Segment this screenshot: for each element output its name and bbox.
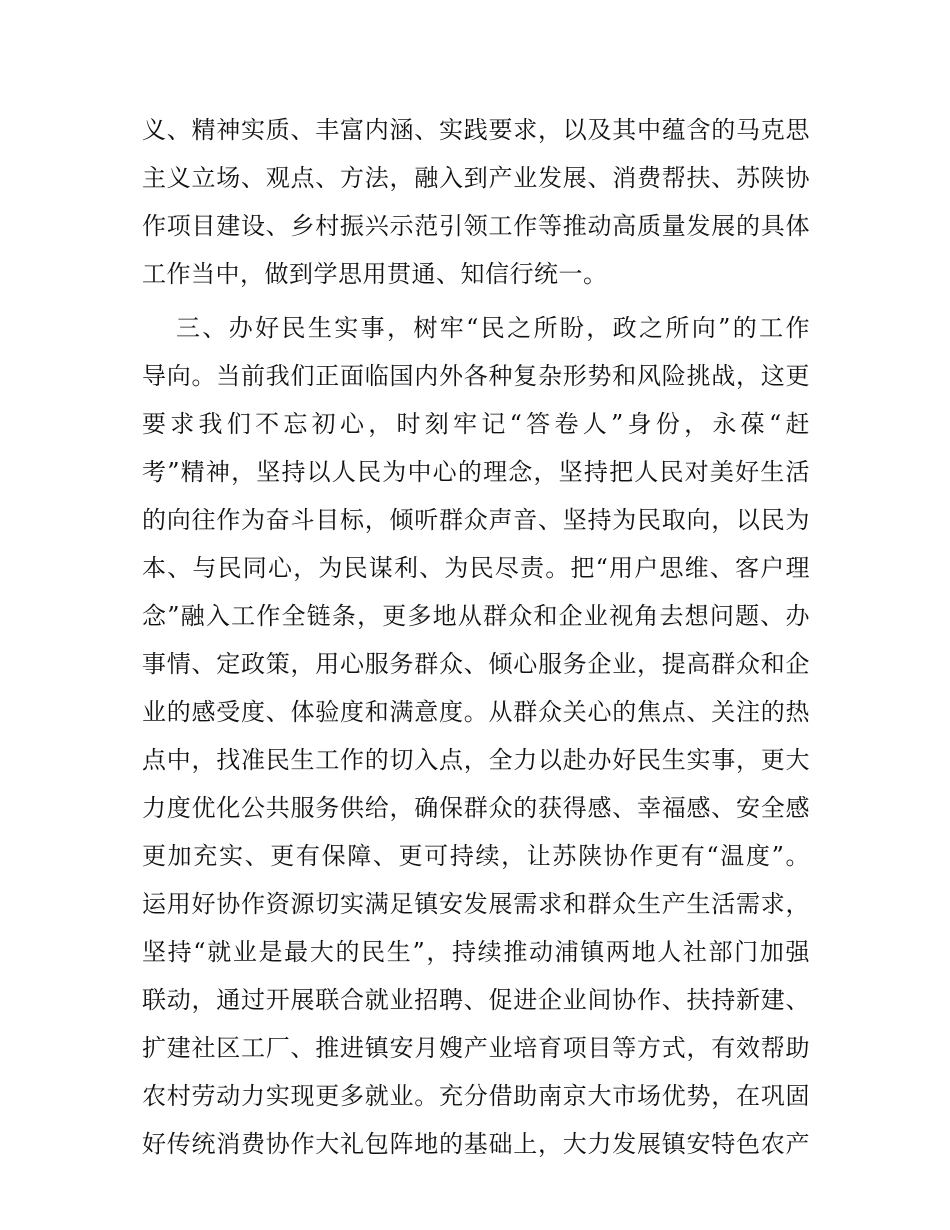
text-line: 工作当中，做到学思用贯通、知信行统一。 <box>142 260 608 288</box>
text-line: 扩建社区工厂、推进镇安月嫂产业培育项目等方式，有效帮助 <box>142 1034 810 1062</box>
text-line: 更加充实、更有保障、更可持续，让苏陕协作更有“温度”。 <box>142 842 810 870</box>
text-line: 力度优化公共服务供给，确保群众的获得感、幸福感、安全感 <box>142 794 810 822</box>
text-line: 本、与民同心，为民谋利、为民尽责。把“用户思维、客户理 <box>142 554 810 582</box>
text-line: 点中，找准民生工作的切入点，全力以赴办好民生实事，更大 <box>142 746 810 774</box>
text-line: 考”精神，坚持以人民为中心的理念，坚持把人民对美好生活 <box>142 458 810 486</box>
text-line: 事情、定政策，用心服务群众、倾心服务企业，提高群众和企 <box>142 650 810 678</box>
text-line: 念”融入工作全链条，更多地从群众和企业视角去想问题、办 <box>142 602 810 630</box>
text-line: 义、精神实质、丰富内涵、实践要求，以及其中蕴含的马克思 <box>142 116 810 144</box>
text-line: 导向。当前我们正面临国内外各种复杂形势和风险挑战，这更 <box>142 362 810 390</box>
text-line: 运用好协作资源切实满足镇安发展需求和群众生产生活需求， <box>142 890 810 918</box>
text-line: 联动，通过开展联合就业招聘、促进企业间协作、扶持新建、 <box>142 986 810 1014</box>
paragraph-heading-line: 三、办好民生实事，树牢“民之所盼，政之所向”的工作 <box>176 314 810 342</box>
text-line: 农村劳动力实现更多就业。充分借助南京大市场优势，在巩固 <box>142 1082 810 1110</box>
text-line: 好传统消费协作大礼包阵地的基础上，大力发展镇安特色农产 <box>142 1130 810 1158</box>
text-line: 的向往作为奋斗目标，倾听群众声音、坚持为民取向，以民为 <box>142 506 810 534</box>
text-line: 业的感受度、体验度和满意度。从群众关心的焦点、关注的热 <box>142 698 810 726</box>
text-line: 坚持“就业是最大的民生”，持续推动浦镇两地人社部门加强 <box>142 938 810 966</box>
text-line: 要求我们不忘初心，时刻牢记“答卷人”身份，永葆“赶 <box>142 410 810 438</box>
text-line: 主义立场、观点、方法，融入到产业发展、消费帮扶、苏陕协 <box>142 164 810 192</box>
text-line: 作项目建设、乡村振兴示范引领工作等推动高质量发展的具体 <box>142 212 810 240</box>
